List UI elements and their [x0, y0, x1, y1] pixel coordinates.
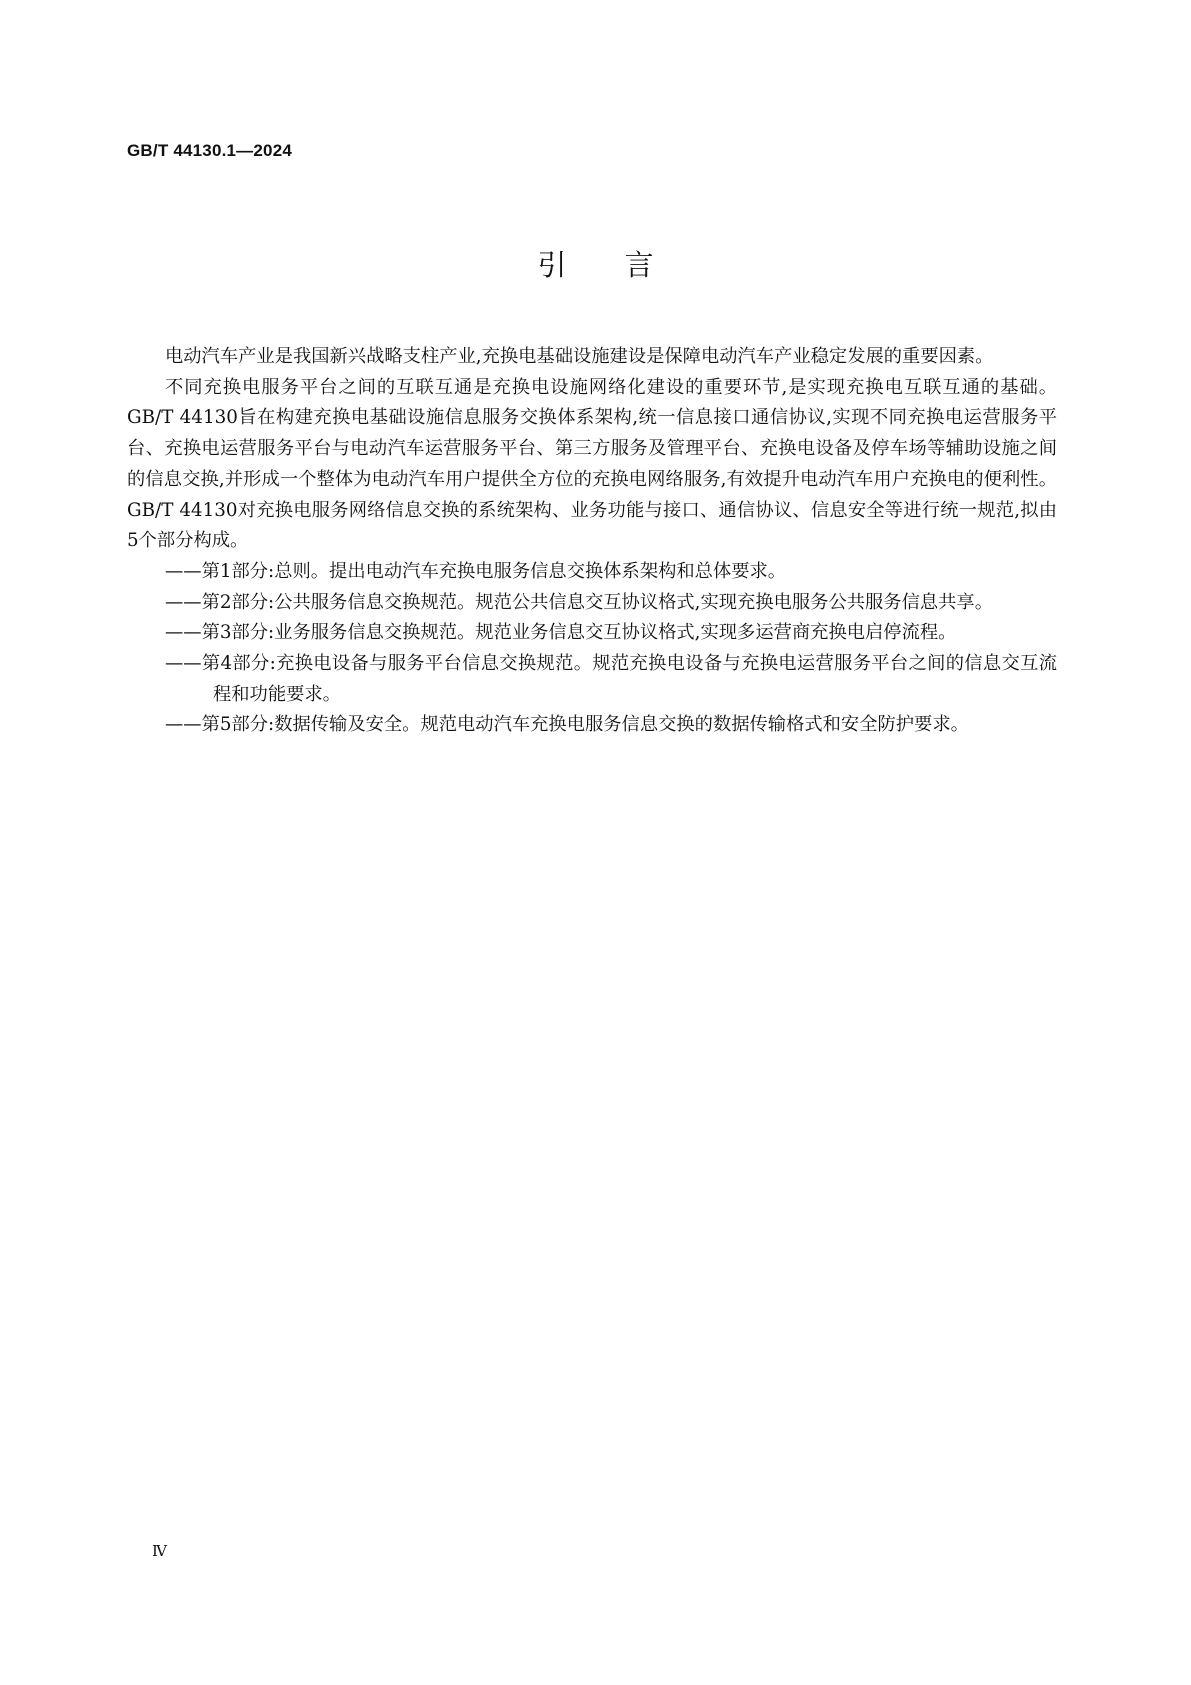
- paragraph: 不同充换电服务平台之间的互联互通是充换电设施网络化建设的重要环节,是实现充换电互联互通的基础。GB/T 44130旨在构建充换电基础设施信息服务交换体系架构,统一信息接口通信协议,实现不同充换电运营服务平台、充换电运营服务平台与电动汽车运营服务平台、第三方服务及管理平台、充换电设备及停车场等辅助设施之间的信息交换,并形成一个整体为电动汽车用户提供全方位的充换电网络服务,有效提升电动汽车用户充换电的便利性。GB/T 44130对充换电服务网络信息交换的系统架构、业务功能与接口、通信协议、信息安全等进行统一规范,拟由5个部分构成。: [127, 376, 1057, 552]
- page-number: Ⅳ: [152, 1542, 167, 1560]
- section-title: 引言: [537, 248, 712, 282]
- standard-code: GB/T 44130.1—2024: [127, 141, 292, 160]
- part-list-item: ——第3部分:业务服务信息交换规范。规范业务信息交互协议格式,实现多运营商充换电启停流程。: [165, 622, 957, 644]
- part-list-item: ——第2部分:公共服务信息交换规范。规范公共信息交互协议格式,实现充换电服务公共服务信息共享。: [165, 591, 993, 613]
- introduction-body: [127, 342, 1057, 741]
- part-list-item: ——第5部分:数据传输及安全。规范电动汽车充换电服务信息交换的数据传输格式和安全防护要求。: [165, 714, 969, 736]
- part-list-item: ——第4部分:充换电设备与服务平台信息交换规范。规范充换电设备与充换电运营服务平台之间的信息交互流程和功能要求。: [165, 653, 1057, 705]
- part-list-item: ——第1部分:总则。提出电动汽车充换电服务信息交换体系架构和总体要求。: [165, 560, 787, 582]
- paragraph: 电动汽车产业是我国新兴战略支柱产业,充换电基础设施建设是保障电动汽车产业稳定发展的重要因素。: [165, 346, 994, 367]
